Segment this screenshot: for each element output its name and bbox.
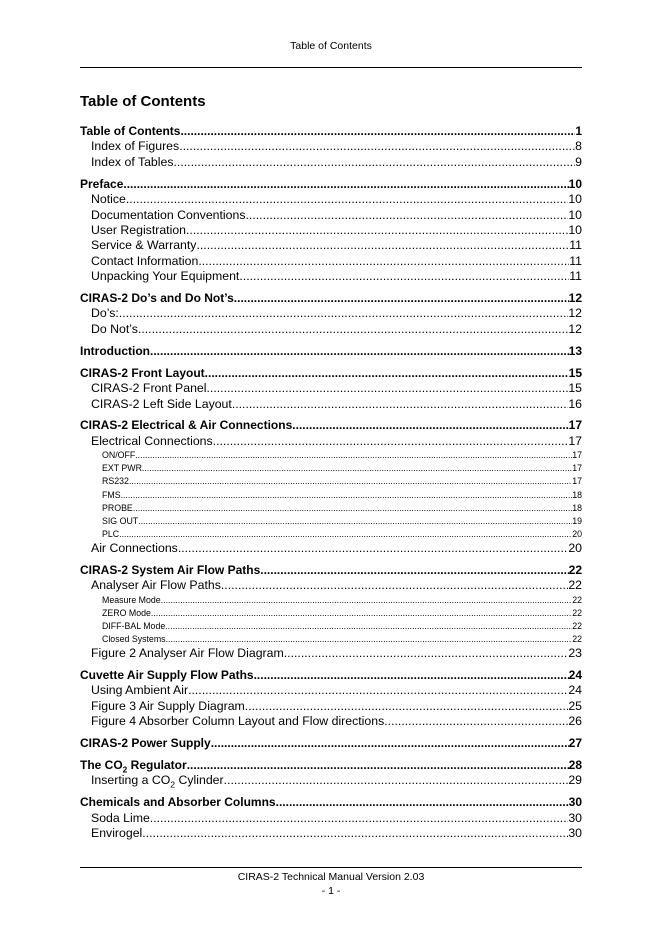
toc-entry[interactable] xyxy=(80,124,582,139)
toc-dot-leader xyxy=(174,155,576,170)
toc-entry[interactable] xyxy=(80,683,582,698)
toc-dot-leader xyxy=(221,578,568,593)
toc-entry-page: 22 xyxy=(572,594,582,605)
toc-entry[interactable] xyxy=(80,620,582,633)
toc-dot-leader xyxy=(129,475,572,488)
toc-entry-page: 22 xyxy=(572,607,582,618)
toc-entry-page: 10 xyxy=(568,192,582,207)
toc-entry-title: CIRAS-2 Front Layout xyxy=(80,365,205,380)
toc-dot-leader xyxy=(133,502,572,515)
toc-entry[interactable] xyxy=(80,528,582,541)
toc-entry-page: 22 xyxy=(568,578,582,593)
toc-dot-leader xyxy=(119,306,569,321)
toc-entry[interactable] xyxy=(80,306,582,321)
toc-entry[interactable] xyxy=(80,773,582,788)
toc-entry-page: 20 xyxy=(572,528,582,539)
toc-dot-leader xyxy=(246,208,569,223)
page-footer xyxy=(80,870,582,898)
toc-dot-leader xyxy=(188,683,568,698)
toc-entry-page: 19 xyxy=(572,515,582,526)
page-header: Table of Contents xyxy=(290,40,372,52)
toc-entry-title: Do Not’s xyxy=(91,321,138,336)
toc-entry-title: User Registration xyxy=(91,222,186,237)
toc-entry[interactable] xyxy=(80,462,582,475)
toc-entry-page: 17 xyxy=(572,450,582,461)
toc-entry-page: 26 xyxy=(568,714,582,729)
toc-entry[interactable] xyxy=(80,489,582,502)
toc-entry[interactable] xyxy=(80,139,582,154)
toc-entry-title: Using Ambient Air xyxy=(91,683,189,698)
toc-entry-title: CIRAS-2 System Air Flow Paths xyxy=(80,562,261,577)
toc-entry-page: 22 xyxy=(572,633,582,644)
toc-entry-page: 23 xyxy=(568,645,582,660)
toc-list xyxy=(80,124,582,841)
toc-dot-leader xyxy=(245,699,569,714)
toc-entry-title: CIRAS-2 Electrical & Air Connections xyxy=(80,418,293,433)
toc-entry-page: 25 xyxy=(568,698,582,713)
toc-entry[interactable] xyxy=(80,366,582,381)
toc-entry[interactable] xyxy=(80,322,582,337)
toc-entry-page: 24 xyxy=(568,667,582,682)
toc-entry-page: 29 xyxy=(568,773,582,788)
toc-entry-title: Introduction xyxy=(80,343,150,358)
toc-dot-leader xyxy=(150,811,569,826)
toc-dot-leader xyxy=(126,192,568,207)
toc-entry[interactable] xyxy=(80,397,582,412)
toc-entry[interactable] xyxy=(80,381,582,396)
toc-dot-leader xyxy=(161,594,573,607)
toc-dot-leader xyxy=(198,254,569,269)
toc-entry[interactable] xyxy=(80,699,582,714)
toc-entry[interactable] xyxy=(80,646,582,661)
toc-entry[interactable] xyxy=(80,578,582,593)
toc-dot-leader xyxy=(142,462,572,475)
toc-entry[interactable] xyxy=(80,449,582,462)
toc-dot-leader xyxy=(234,291,569,306)
toc-entry-page: 11 xyxy=(569,269,582,284)
footer-page-number: - 1 - xyxy=(321,885,341,897)
toc-entry[interactable] xyxy=(80,541,582,556)
toc-entry-title: ON/OFF xyxy=(102,450,136,461)
toc-entry-title: Preface xyxy=(80,176,124,191)
footer-manual-version: CIRAS-2 Technical Manual Version 2.03 xyxy=(237,871,425,883)
toc-entry-title: Index of Tables xyxy=(91,154,174,169)
toc-entry-title: Envirogel xyxy=(91,826,143,841)
toc-dot-leader xyxy=(150,344,569,359)
toc-dot-leader xyxy=(186,223,568,238)
toc-entry-page: 18 xyxy=(572,489,582,500)
toc-entry[interactable] xyxy=(80,736,582,751)
toc-entry-title: PLC xyxy=(102,528,120,539)
toc-dot-leader xyxy=(166,633,573,646)
toc-entry[interactable] xyxy=(80,418,582,433)
toc-entry-page: 10 xyxy=(568,176,582,191)
toc-entry[interactable] xyxy=(80,192,582,207)
toc-entry-page: 18 xyxy=(572,502,582,513)
toc-entry[interactable] xyxy=(80,502,582,515)
toc-entry-title: CIRAS-2 Do’s and Do Not’s xyxy=(80,291,234,306)
toc-entry-page: 17 xyxy=(568,433,582,448)
toc-entry-title: Chemicals and Absorber Columns xyxy=(80,795,276,810)
toc-entry-title: Index of Figures xyxy=(91,139,180,154)
toc-entry-title: CIRAS-2 Power Supply xyxy=(80,736,211,750)
toc-dot-leader xyxy=(213,434,569,449)
toc-entry-title: Unpacking Your Equipment xyxy=(91,269,240,284)
toc-entry-title: Inserting a $CO_2$ Cylinder xyxy=(91,773,224,789)
toc-entry-title: Notice xyxy=(91,192,126,207)
toc-entry-page: 10 xyxy=(568,207,582,222)
toc-entry[interactable] xyxy=(80,515,582,528)
toc-entry[interactable] xyxy=(80,177,582,192)
toc-entry-page: 11 xyxy=(569,253,582,268)
toc-entry[interactable] xyxy=(80,563,582,578)
toc-dot-leader xyxy=(284,646,569,661)
toc-entry[interactable] xyxy=(80,223,582,238)
toc-entry[interactable] xyxy=(80,269,582,284)
toc-dot-leader xyxy=(224,773,569,788)
toc-dot-leader xyxy=(211,736,569,751)
toc-dot-leader xyxy=(119,528,572,541)
toc-entry-page: 11 xyxy=(569,238,582,253)
toc-entry[interactable] xyxy=(80,344,582,359)
toc-dot-leader xyxy=(121,489,573,502)
toc-dot-leader xyxy=(276,795,569,810)
toc-entry[interactable] xyxy=(80,668,582,683)
toc-entry-title: EXT PWR xyxy=(102,463,142,474)
toc-dot-leader xyxy=(207,381,569,396)
toc-entry[interactable] xyxy=(80,434,582,449)
toc-dot-leader xyxy=(123,177,568,192)
toc-dot-leader xyxy=(142,826,568,841)
toc-dot-leader xyxy=(260,563,568,578)
toc-dot-leader xyxy=(388,714,569,729)
toc-dot-leader xyxy=(138,322,568,337)
toc-entry[interactable] xyxy=(80,811,582,826)
toc-dot-leader xyxy=(292,418,568,433)
toc-entry[interactable] xyxy=(80,155,582,170)
toc-entry-page: 22 xyxy=(568,562,582,577)
header-rule xyxy=(80,67,582,68)
toc-dot-leader xyxy=(178,541,569,556)
toc-entry-page: 20 xyxy=(568,540,582,555)
toc-dot-leader xyxy=(239,269,569,284)
toc-entry-title: Figure 3 Air Supply Diagram xyxy=(91,698,245,713)
toc-entry-title: Soda Lime xyxy=(91,810,150,825)
toc-entry-title: Do’s: xyxy=(91,306,119,321)
toc-entry-page: 12 xyxy=(568,306,582,321)
toc-entry[interactable] xyxy=(80,633,582,646)
toc-entry-title: Service & Warranty xyxy=(91,238,197,253)
toc-entry-page: 1 xyxy=(575,124,582,138)
toc-entry-title: DIFF-BAL Mode xyxy=(102,620,166,631)
toc-entry-title: CIRAS-2 Left Side Layout xyxy=(91,396,232,411)
toc-entry-page: 17 xyxy=(568,418,582,433)
toc-entry-page: 30 xyxy=(568,826,582,841)
toc-dot-leader xyxy=(165,620,572,633)
toc-entry-page: 17 xyxy=(572,463,582,474)
footer-rule xyxy=(80,867,582,868)
toc-entry-title: Analyser Air Flow Paths xyxy=(91,578,221,593)
toc-entry-page: 27 xyxy=(568,736,582,750)
toc-entry[interactable] xyxy=(80,238,582,253)
toc-entry[interactable] xyxy=(80,475,582,488)
toc-dot-leader xyxy=(232,397,569,412)
toc-entry-page: 10 xyxy=(568,222,582,237)
toc-entry-page: 22 xyxy=(572,620,582,631)
toc-entry-page: 30 xyxy=(568,795,582,810)
toc-entry-title: Figure 2 Analyser Air Flow Diagram xyxy=(91,645,284,660)
toc-entry-title: Table of Contents xyxy=(80,124,181,138)
toc-dot-leader xyxy=(138,515,572,528)
toc-entry-title: Contact Information xyxy=(91,253,199,268)
toc-dot-leader xyxy=(179,139,575,154)
toc-entry[interactable] xyxy=(80,291,582,306)
toc-dot-leader xyxy=(254,668,569,683)
toc-entry[interactable] xyxy=(80,795,582,810)
toc-entry-title: The $CO_2$ Regulator xyxy=(80,757,187,774)
toc-entry-title: Closed Systems xyxy=(102,633,166,644)
toc-dot-leader xyxy=(196,238,569,253)
toc-entry-page: 28 xyxy=(568,757,582,772)
toc-entry-page: 16 xyxy=(568,396,582,411)
toc-entry[interactable] xyxy=(80,208,582,223)
toc-entry-title: Measure Mode xyxy=(102,594,161,605)
toc-entry[interactable] xyxy=(80,594,582,607)
toc-entry-title: Cuvette Air Supply Flow Paths xyxy=(80,667,254,682)
toc-entry-page: 15 xyxy=(568,381,582,396)
toc-dot-leader xyxy=(187,758,569,773)
toc-dot-leader xyxy=(180,124,575,139)
toc-entry-page: 13 xyxy=(568,343,582,358)
page-title: Table of Contents xyxy=(80,93,206,110)
toc-entry-page: 12 xyxy=(568,321,582,336)
toc-entry[interactable] xyxy=(80,758,582,773)
toc-entry-title: PROBE xyxy=(102,502,133,513)
toc-entry-title: RS232 xyxy=(102,476,129,487)
toc-entry-page: 24 xyxy=(568,683,582,698)
toc-entry[interactable] xyxy=(80,714,582,729)
toc-entry-title: FMS xyxy=(102,489,121,500)
toc-entry-page: 17 xyxy=(572,476,582,487)
toc-entry-page: 9 xyxy=(575,154,582,169)
toc-dot-leader xyxy=(205,366,569,381)
toc-entry-title: Air Connections xyxy=(91,540,178,555)
toc-entry-title: CIRAS-2 Front Panel xyxy=(91,381,207,396)
toc-entry-page: 12 xyxy=(568,291,582,306)
toc-entry[interactable] xyxy=(80,254,582,269)
toc-entry-title: SIG OUT xyxy=(102,515,139,526)
toc-entry-page: 30 xyxy=(568,810,582,825)
toc-entry-title: ZERO Mode xyxy=(102,607,151,618)
toc-entry-title: Electrical Connections xyxy=(91,433,213,448)
toc-entry[interactable] xyxy=(80,826,582,841)
toc-dot-leader xyxy=(151,607,572,620)
toc-entry-page: 8 xyxy=(575,139,582,154)
toc-entry-title: Documentation Conventions xyxy=(91,207,246,222)
toc-entry[interactable] xyxy=(80,607,582,620)
toc-dot-leader xyxy=(135,449,572,462)
toc-entry-page: 15 xyxy=(568,365,582,380)
toc-entry-title: Figure 4 Absorber Column Layout and Flow directions. xyxy=(91,714,388,729)
